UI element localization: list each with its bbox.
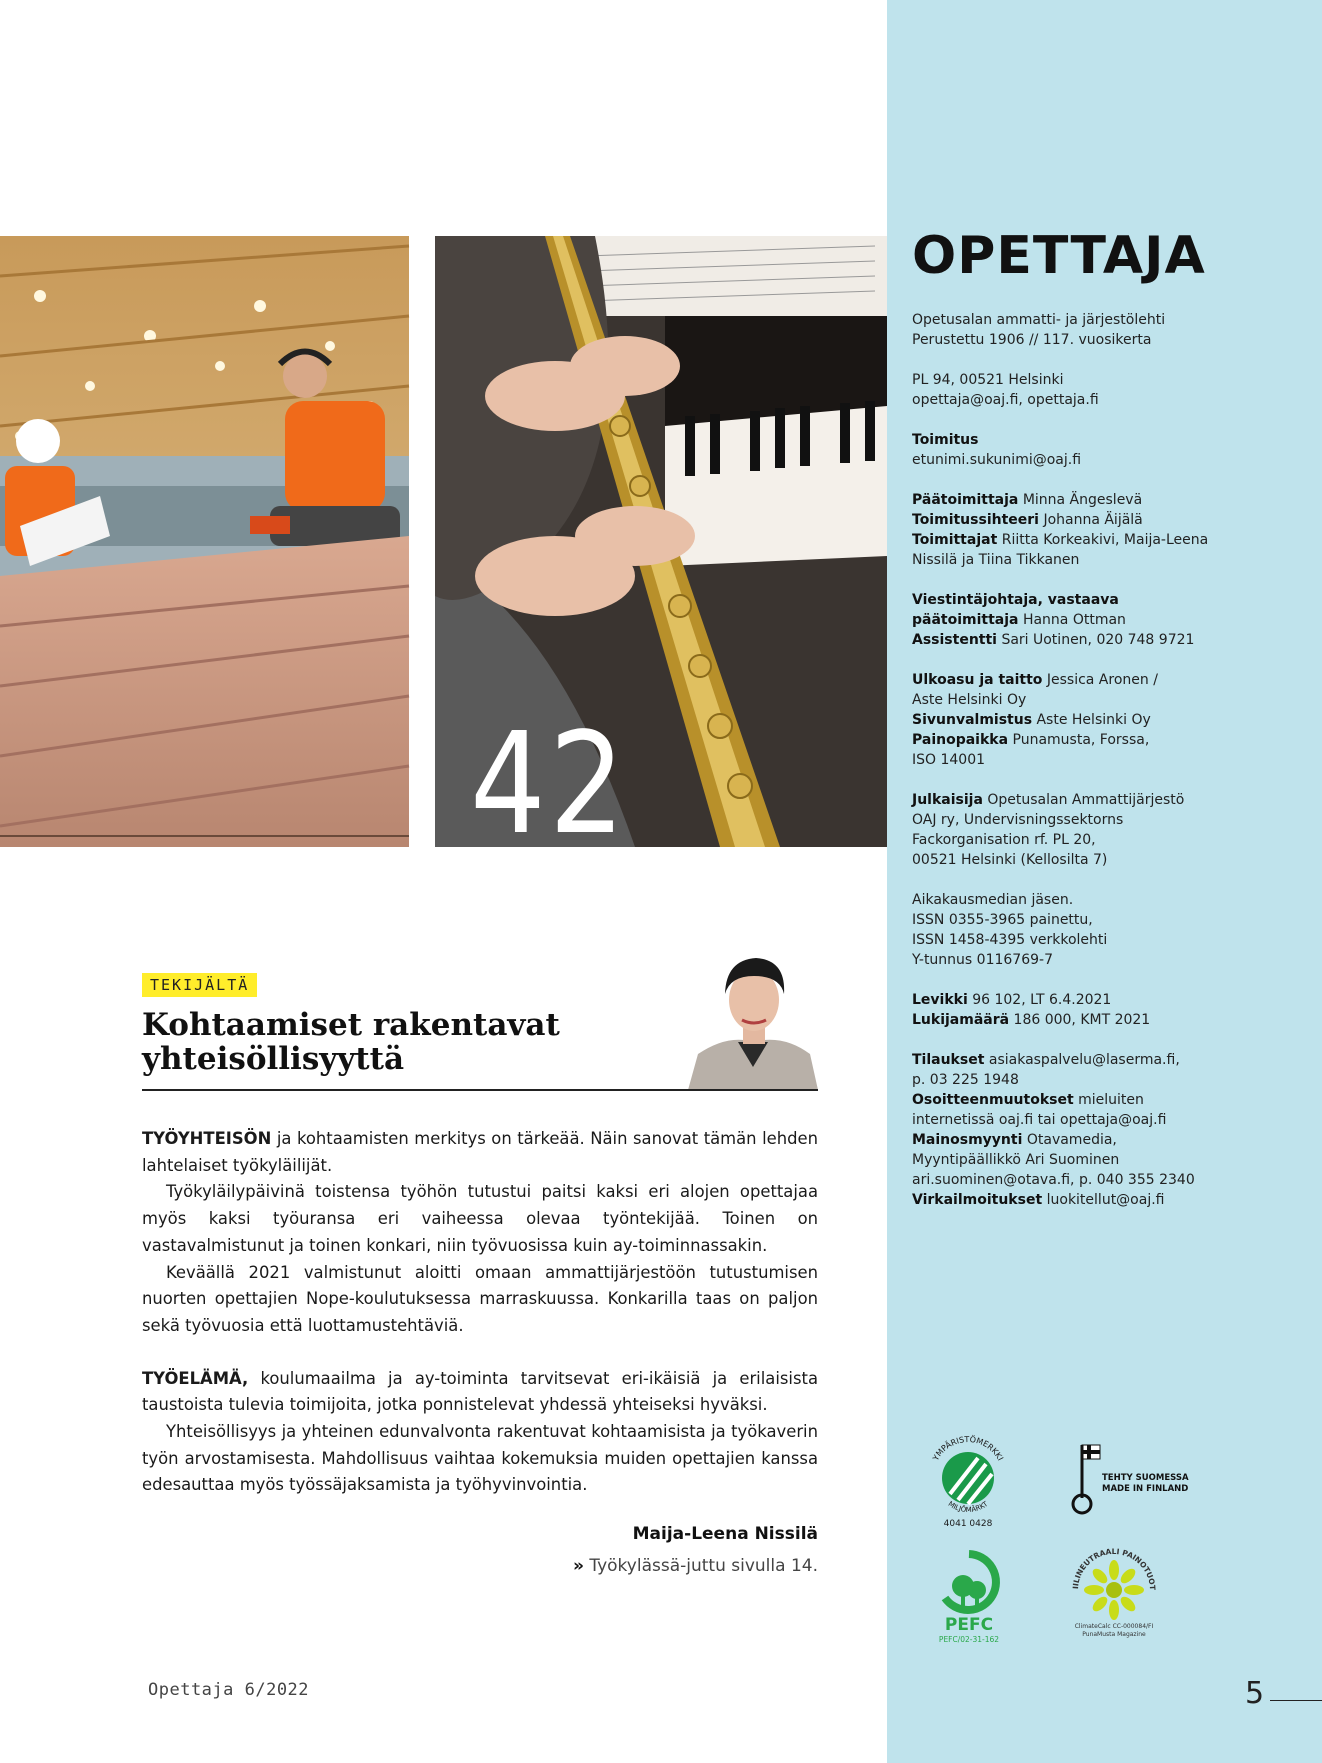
pefc-name: PEFC [944,1615,994,1635]
masthead-address: PL 94, 00521 Helsinki [912,372,1064,388]
article-headline: Kohtaamiset rakentavat yhteisöllisyyttä [142,1007,560,1077]
tilaukset-value: asiakaspalvelu@laserma.fi, [988,1052,1180,1068]
mainosmyynti-label: Mainosmyynti [912,1132,1023,1148]
julkaisija-label: Julkaisija [912,792,983,808]
nordic-swan-logo [928,1430,1008,1535]
paatoimittaja-label: Päätoimittaja [912,492,1019,508]
virkailmoitukset-label: Virkailmoitukset [912,1192,1043,1208]
pefc-code: PEFC/02-31-162 [938,1635,1000,1644]
carbon-neutral-logo [1068,1540,1160,1645]
paragraph-1 [142,1126,818,1179]
viestinta-label-cont: päätoimittaja [912,612,1019,628]
article-body [142,1126,818,1499]
carbon-neutral-icon [1068,1540,1160,1640]
sivunvalmistus-value: Aste Helsinki Oy [1036,712,1151,728]
page-number: 5 [1245,1676,1265,1711]
photo-warehouse-workers [0,236,409,847]
masthead-info [912,310,1312,1230]
article-cross-reference[interactable] [450,1556,818,1576]
swan-bottom-label: MILJÖMÄRKT [946,1499,990,1515]
warehouse-illustration [0,236,409,847]
lukijamaara-label: Lukijamäärä [912,1012,1010,1028]
author-portrait [688,942,818,1090]
paragraph-4-lead: TYÖELÄMÄ, [142,1368,249,1388]
osoitteenmuutokset-value: mieluiten [1078,1092,1144,1108]
ulkoasu-value-cont: Aste Helsinki Oy [912,692,1027,708]
masthead-subtitle: Opetusalan ammatti- ja järjestölehti [912,312,1166,328]
finland-label-fi: TEHTY SUOMESSA [1102,1473,1189,1483]
mainosmyynti-email: ari.suominen@otava.fi, p. 040 355 2340 [912,1172,1195,1188]
toimittajat-label: Toimittajat [912,532,998,548]
headline-divider [142,1089,818,1091]
painopaikka-label: Painopaikka [912,732,1009,748]
tilaukset-label: Tilaukset [912,1052,985,1068]
section-tag: TEKIJÄLTÄ [142,973,257,997]
mainosmyynti-contact: Myyntipäällikkö Ari Suominen [912,1152,1120,1168]
tilaukset-phone: p. 03 225 1948 [912,1072,1019,1088]
masthead-contact: opettaja@oaj.fi, opettaja.fi [912,392,1099,408]
business-id: Y-tunnus 0116769-7 [912,952,1053,968]
paragraph-1-lead: TYÖYHTEISÖN [142,1129,272,1148]
mainosmyynti-value: Otavamedia, [1026,1132,1117,1148]
toimitussihteeri-value: Johanna Äijälä [1043,512,1143,528]
levikki-value: 96 102, LT 6.4.2021 [972,992,1112,1008]
painopaikka-value-cont: ISO 14001 [912,752,986,768]
issue-footer: Opettaja 6/2022 [148,1680,310,1700]
toimitussihteeri-label: Toimitussihteeri [912,512,1039,528]
key-flag-icon [1070,1440,1189,1515]
julkaisija-value-3: Fackorganisation rf. PL 20, [912,832,1096,848]
osoitteenmuutokset-value-cont: internetissä oaj.fi tai opettaja@oaj.fi [912,1112,1167,1128]
osoitteenmuutokset-label: Osoitteenmuutokset [912,1092,1074,1108]
pefc-logo [933,1548,1005,1651]
lukijamaara-value: 186 000, KMT 2021 [1013,1012,1151,1028]
paatoimittaja-value: Minna Ängeslevä [1022,492,1143,508]
toimittajat-value: Riitta Korkeakivi, Maija-Leena [1001,532,1209,548]
viestinta-label: Viestintäjohtaja, vastaava [912,592,1119,608]
toimittajat-value-cont: Nissilä ja Tiina Tikkanen [912,552,1080,568]
swan-license-code: 4041 0428 [943,1519,993,1529]
carbon-calc-code: ClimateCalc CC-000084/FI [1074,1623,1154,1630]
toimitus-value: etunimi.sukunimi@oaj.fi [912,452,1082,468]
painopaikka-value: Punamusta, Forssa, [1012,732,1150,748]
ulkoasu-label: Ulkoasu ja taitto [912,672,1043,688]
author-portrait-illustration [688,942,818,1090]
paragraph-1-text: ja kohtaamisten merkitys on tärkeää. Näin sanovat tämän lehden lahtelaiset työkyläilijät. [142,1129,818,1175]
ulkoasu-value: Jessica Aronen / [1046,672,1158,688]
masthead-founded: Perustettu 1906 // 117. vuosikerta [912,332,1152,348]
paragraph-5: Yhteisöllisyys ja yhteinen edunvalvonta rakentuvat kohtaamisista ja työkaverin työn arvostamisesta. Mahdollisuus vaihtaa kokemuksia muiden opettajien kanssa edesauttaa myös työssäjaksamista ja työhyvinvointia. [142,1422,818,1495]
paragraph-4-text: koulumaailma ja ay-toiminta tarvitsevat eri-ikäisiä ja erilaisista taustoista tulevia toimijoita, jotka ponnistelevat yhdessä yhteiseksi hyväksi. [142,1368,818,1415]
carbon-calc-product: PunaMusta Magazine [1082,1631,1146,1638]
toimitus-label: Toimitus [912,432,979,448]
julkaisija-value: Opetusalan Ammattijärjestö [987,792,1185,808]
julkaisija-value-4: 00521 Helsinki (Kellosilta 7) [912,852,1108,868]
issn-web: ISSN 1458-4395 verkkolehti [912,932,1108,948]
feature-page-number: 42 [470,703,629,866]
magazine-brand: OPETTAJA [912,226,1206,286]
swan-top-label: YMPÄRISTÖMERKKI [931,1434,1005,1463]
page-number-rule [1270,1700,1322,1701]
sivunvalmistus-label: Sivunvalmistus [912,712,1033,728]
virkailmoitukset-value: luokitellut@oaj.fi [1046,1192,1165,1208]
paragraph-2: Työkyläilypäivinä toistensa työhön tutustui paitsi kaksi eri alojen opettajaa myös kaksi työuransa eri vaiheessa olevaa työntekijää. Toinen on vastavalmistunut ja toinen konkari, niin työvuosissa kuin ay-toiminnassakin. [142,1182,818,1255]
cross-reference-text: Työkylässä-juttu sivulla 14. [589,1556,818,1576]
finland-label-en: MADE IN FINLAND [1102,1484,1189,1494]
pefc-icon [933,1548,1005,1646]
paragraph-4 [142,1366,818,1419]
nordic-swan-icon [928,1430,1008,1530]
made-in-finland-logo [1070,1440,1189,1520]
aikakausmedia: Aikakausmedian jäsen. [912,892,1074,908]
julkaisija-value-2: OAJ ry, Undervisningssektorns [912,812,1124,828]
assistentti-label: Assistentti [912,632,997,648]
issn-print: ISSN 0355-3965 painettu, [912,912,1093,928]
author-signature: Maija-Leena Nissilä [632,1524,818,1544]
carbon-neutral-label: IILINEUTRAALI PAINOTUOT [1070,1546,1158,1591]
assistentti-value: Sari Uotinen, 020 748 9721 [1001,632,1195,648]
paragraph-3: Keväällä 2021 valmistunut aloitti omaan ammattijärjestöön tutustumisen nuorten opettajien Nope-koulutuksessa marraskuussa. Konkarilla taas on paljon sekä työvuosia että luottamustehtäviä. [142,1262,818,1335]
viestinta-value: Hanna Ottman [1022,612,1126,628]
levikki-label: Levikki [912,992,968,1008]
arrow-icon: » [572,1556,584,1576]
